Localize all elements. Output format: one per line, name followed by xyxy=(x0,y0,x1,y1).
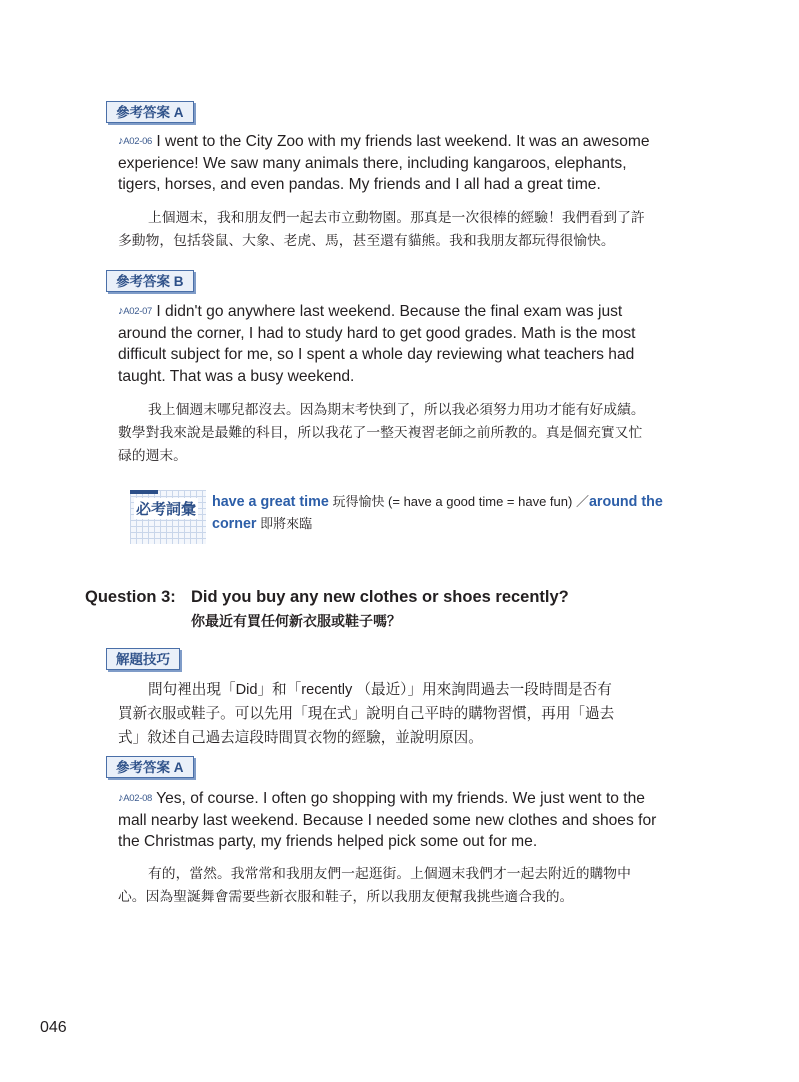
chinese-line: 數學對我來說是最難的科目，所以我花了一整天複習老師之前所教的。真是個充實又忙 xyxy=(118,425,643,440)
audio-track-icon[interactable]: ♪A02-07 xyxy=(118,305,153,317)
answer-a-tag: 參考答案 A xyxy=(106,101,194,123)
english-line: tigers, horses, and even pandas. My friends and I all had a great time. xyxy=(118,176,601,193)
vocab-badge xyxy=(130,490,206,544)
q3-answer-a-tag: 參考答案 A xyxy=(106,756,194,778)
english-line: experience! We saw many animals there, including kangaroos, elephants, xyxy=(118,154,627,172)
question-chinese: 你最近有買任何新衣服或鞋子嗎？ xyxy=(191,613,401,629)
english-line: ♪A02-08 Yes, of course. I often go shopping with my friends. We just went to the xyxy=(118,790,645,807)
english-line: ♪A02-07 I didn't go anywhere last weekend. Because the final exam was just xyxy=(118,303,623,320)
vocab-badge-bar xyxy=(130,490,158,494)
vocab-definition: 玩得愉快 (= have a good time = have fun) ／ xyxy=(332,494,589,509)
chinese-line: 有的，當然。我常常和我朋友們一起逛街。上個週末我們才一起去附近的購物中 xyxy=(148,866,631,881)
english-line: around the corner, I had to study hard to get good grades. Math is the most xyxy=(118,324,636,342)
answer-b-english xyxy=(118,301,703,387)
page-number: 046 xyxy=(40,1019,67,1036)
answer-b-chinese xyxy=(118,398,703,467)
chinese-line: 我上個週末哪兒都沒去。因為期末考快到了，所以我必須努力用功才能有好成績。 xyxy=(148,402,645,417)
english-line: ♪A02-06 I went to the City Zoo with my friends last weekend. It was an awesome xyxy=(118,133,650,150)
vocab-line xyxy=(212,491,712,513)
answer-a-english xyxy=(118,131,703,196)
chinese-line: 多動物，包括袋鼠、大象、老虎、馬，甚至還有貓熊。我和我朋友都玩得很愉快。 xyxy=(118,233,615,248)
vocab-term: around the xyxy=(588,494,663,510)
question-label: Question 3: xyxy=(85,588,176,606)
tips-line: 買新衣服或鞋子。可以先用「現在式」說明自己平時的購物習慣，再用「過去 xyxy=(118,706,615,722)
audio-track-icon[interactable]: ♪A02-06 xyxy=(118,135,153,147)
question-text: Did you buy any new clothes or shoes recently? xyxy=(191,588,569,606)
tips-text xyxy=(118,678,703,750)
english-line: the Christmas party, my friends helped pick some out for me. xyxy=(118,833,538,850)
chinese-line: 心。因為聖誕舞會需要些新衣服和鞋子，所以我朋友便幫我挑些適合我的。 xyxy=(118,889,574,904)
vocab-term: have a great time xyxy=(212,494,329,510)
q3-answer-a-english xyxy=(118,788,703,853)
tips-tag: 解題技巧 xyxy=(106,648,180,670)
vocab-definition: 即將來臨 xyxy=(260,516,313,531)
chinese-line: 碌的週末。 xyxy=(118,448,187,463)
vocab-badge-label: 必考詞彙 xyxy=(134,498,198,519)
english-line: taught. That was a busy weekend. xyxy=(118,367,355,385)
english-line: difficult subject for me, so I spent a whole day reviewing what teachers had xyxy=(118,346,635,363)
answer-b-tag: 參考答案 B xyxy=(106,270,194,292)
chinese-line: 上個週末，我和朋友們一起去市立動物園。那真是一次很棒的經驗！我們看到了許 xyxy=(148,210,645,225)
tips-line: 問句裡出現「Did」和「recently （最近）」用來詢問過去一段時間是否有 xyxy=(148,682,612,698)
audio-track-icon[interactable]: ♪A02-08 xyxy=(118,792,153,804)
vocab-line xyxy=(212,513,712,535)
vocab-term: corner xyxy=(212,516,257,532)
english-line: mall nearby last weekend. Because I needed some new clothes and shoes for xyxy=(118,811,657,829)
q3-answer-a-chinese xyxy=(118,862,703,908)
vocab-list xyxy=(212,491,712,535)
answer-a-chinese xyxy=(118,206,703,252)
tips-line: 式」敘述自己過去這段時間買衣物的經驗，並說明原因。 xyxy=(118,730,483,746)
